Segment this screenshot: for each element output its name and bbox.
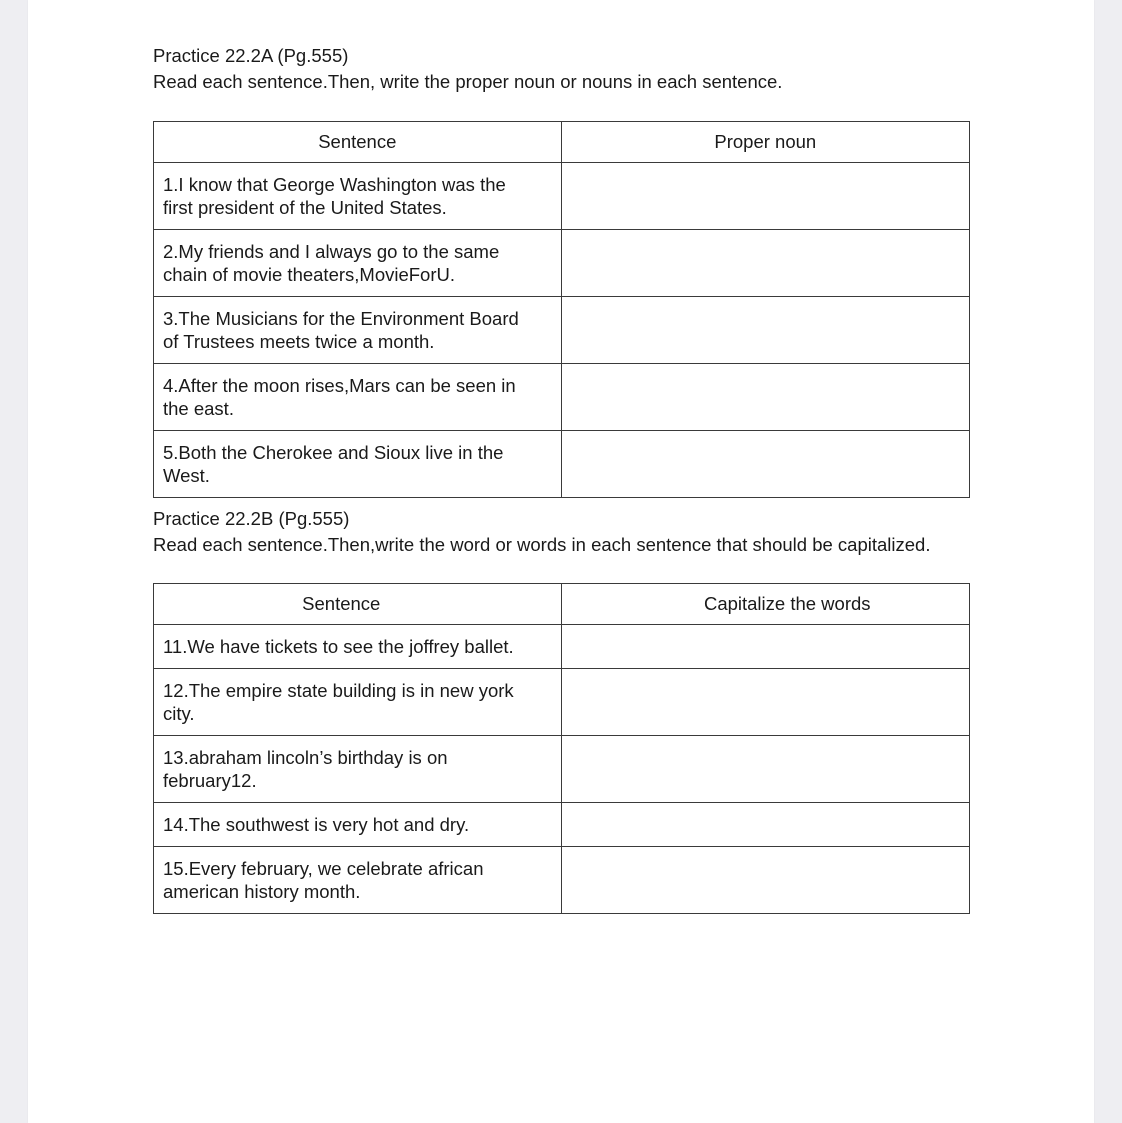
table-row [154,669,970,736]
sentence-column-header: Sentence [154,584,562,625]
table-row [154,297,970,364]
answer-cell[interactable] [561,669,969,736]
sentence-cell [154,230,562,297]
table-header-row [154,122,970,163]
sentence-cell [154,431,562,498]
section-b-instruction: Read each sentence.Then,write the word or words in each sentence that should be capitalized. [153,534,931,555]
answer-cell[interactable] [561,364,969,431]
sentence-cell [154,163,562,230]
capitalize-table [153,583,970,914]
sentence-text-line-2: american history month. [163,881,361,902]
table-row [154,847,970,914]
table-header-row [154,584,970,625]
sentence-text-line-2: of Trustees meets twice a month. [163,331,435,352]
sentence-cell [154,297,562,364]
table-row [154,431,970,498]
sentence-text-line-2: first president of the United States. [163,197,447,218]
sentence-text-line-1: 4.After the moon rises,Mars can be seen in [163,375,516,396]
sentence-text-line-2: february12. [163,770,257,791]
sentence-cell [154,669,562,736]
sentence-text-line-2: chain of movie theaters,MovieForU. [163,264,456,285]
answer-cell[interactable] [561,625,969,669]
sentence-text-line-2: city. [163,703,195,724]
answer-cell[interactable] [561,431,969,498]
sentence-cell [154,847,562,914]
answer-cell[interactable] [561,163,969,230]
sentence-cell [154,736,562,803]
sentence-text-line-1: 2.My friends and I always go to the same [163,241,500,262]
section-a-title: Practice 22.2A (Pg.555) [153,45,349,66]
answer-cell[interactable] [561,230,969,297]
answer-cell[interactable] [561,297,969,364]
section-a-heading [153,43,782,95]
table-row [154,163,970,230]
sentence-text-line-2: West. [163,465,210,486]
sentence-text-line-1: 12.The empire state building is in new york [163,680,514,701]
table-row [154,364,970,431]
answer-cell[interactable] [561,736,969,803]
answer-cell[interactable] [561,847,969,914]
sentence-cell [154,803,562,847]
table-row [154,736,970,803]
table-row [154,625,970,669]
sentence-text-line-1: 11.We have tickets to see the joffrey ballet. [163,636,514,657]
section-b-title: Practice 22.2B (Pg.555) [153,508,350,529]
sentence-text-line-1: 1.I know that George Washington was the [163,174,506,195]
section-a-instruction: Read each sentence.Then, write the proper noun or nouns in each sentence. [153,71,783,92]
sentence-cell [154,364,562,431]
answer-cell[interactable] [561,803,969,847]
section-b-heading [153,506,930,558]
sentence-text-line-1: 14.The southwest is very hot and dry. [163,814,470,835]
sentence-text-line-1: 13.abraham lincoln’s birthday is on [163,747,448,768]
worksheet-page [28,0,1094,1123]
proper-noun-table [153,121,970,498]
sentence-text-line-1: 15.Every february, we celebrate african [163,858,484,879]
proper-noun-column-header: Proper noun [561,122,969,163]
sentence-text-line-2: the east. [163,398,234,419]
capitalize-column-header: Capitalize the words [561,584,969,625]
sentence-column-header: Sentence [154,122,562,163]
sentence-text-line-1: 3.The Musicians for the Environment Board [163,308,519,329]
sentence-text-line-1: 5.Both the Cherokee and Sioux live in the [163,442,504,463]
table-row [154,230,970,297]
sentence-cell [154,625,562,669]
table-row [154,803,970,847]
